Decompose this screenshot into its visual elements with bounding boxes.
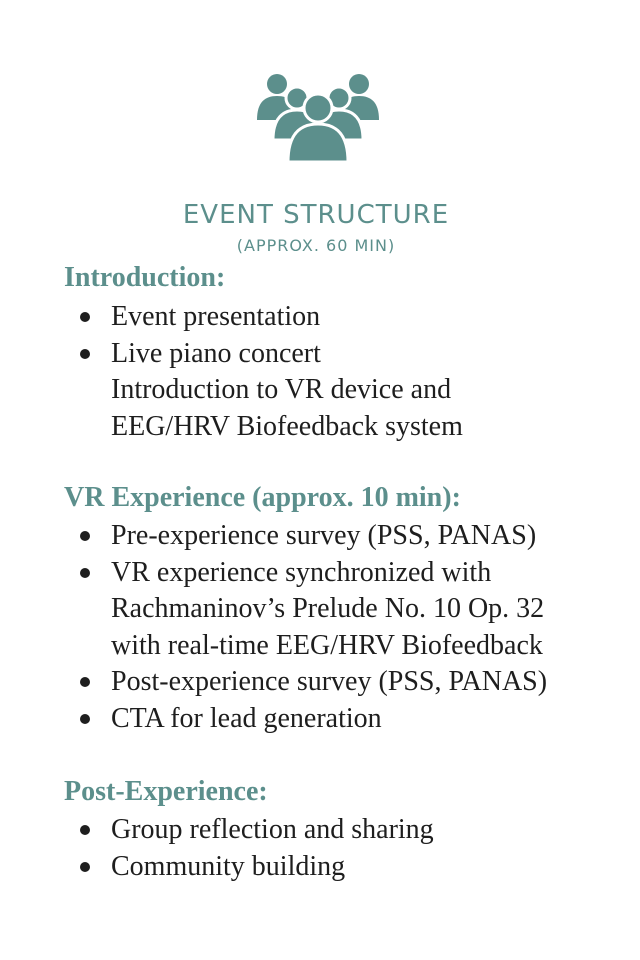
list-item-line: EEG/HRV Biofeedback system — [111, 410, 463, 442]
group-people-icon — [257, 72, 379, 162]
bullet-dot-icon — [80, 825, 90, 835]
list-item-line: Post-experience survey (PSS, PANAS) — [111, 666, 548, 697]
list-item-line: VR experience synchronized with — [111, 556, 492, 588]
bullet-dot-icon — [80, 714, 90, 724]
list-item — [0, 701, 547, 738]
list-item-line: CTA for lead generation — [111, 702, 382, 734]
list-item-line: Community building — [111, 850, 346, 882]
bullet-dot-icon — [80, 862, 90, 872]
list-item-line: Rachmaninov’s Prelude No. 10 Op. 32 — [111, 593, 545, 624]
list-item — [0, 812, 434, 849]
post-experience-list — [0, 812, 434, 885]
list-item — [0, 555, 547, 665]
bullet-dot-icon — [80, 312, 90, 322]
section-heading-introduction: Introduction: — [64, 262, 226, 293]
list-item — [0, 664, 547, 701]
section-heading-vr-experience: VR Experience (approx. 10 min): — [64, 482, 461, 513]
introduction-list — [0, 299, 463, 445]
list-item-line: Live piano concert — [111, 337, 321, 369]
vr-experience-list — [0, 518, 547, 737]
page-subtitle: (APPROX. 60 MIN) — [236, 236, 396, 255]
list-item-line: Pre-experience survey (PSS, PANAS) — [111, 520, 537, 551]
bullet-dot-icon — [80, 677, 90, 687]
list-item — [0, 299, 463, 336]
list-item-line: Event presentation — [111, 301, 321, 332]
list-item — [0, 849, 434, 886]
list-item-line: with real-time EEG/HRV Biofeedback — [111, 629, 543, 661]
bullet-dot-icon — [80, 531, 90, 541]
bullet-dot-icon — [80, 568, 90, 578]
list-item — [0, 336, 463, 446]
list-item — [0, 518, 547, 555]
list-item-line: Group reflection and sharing — [111, 814, 434, 845]
page-title: EVENT STRUCTURE — [182, 200, 450, 230]
section-heading-post-experience: Post-Experience: — [64, 776, 268, 807]
bullet-dot-icon — [80, 349, 90, 359]
list-item-line: Introduction to VR device and — [111, 374, 452, 405]
